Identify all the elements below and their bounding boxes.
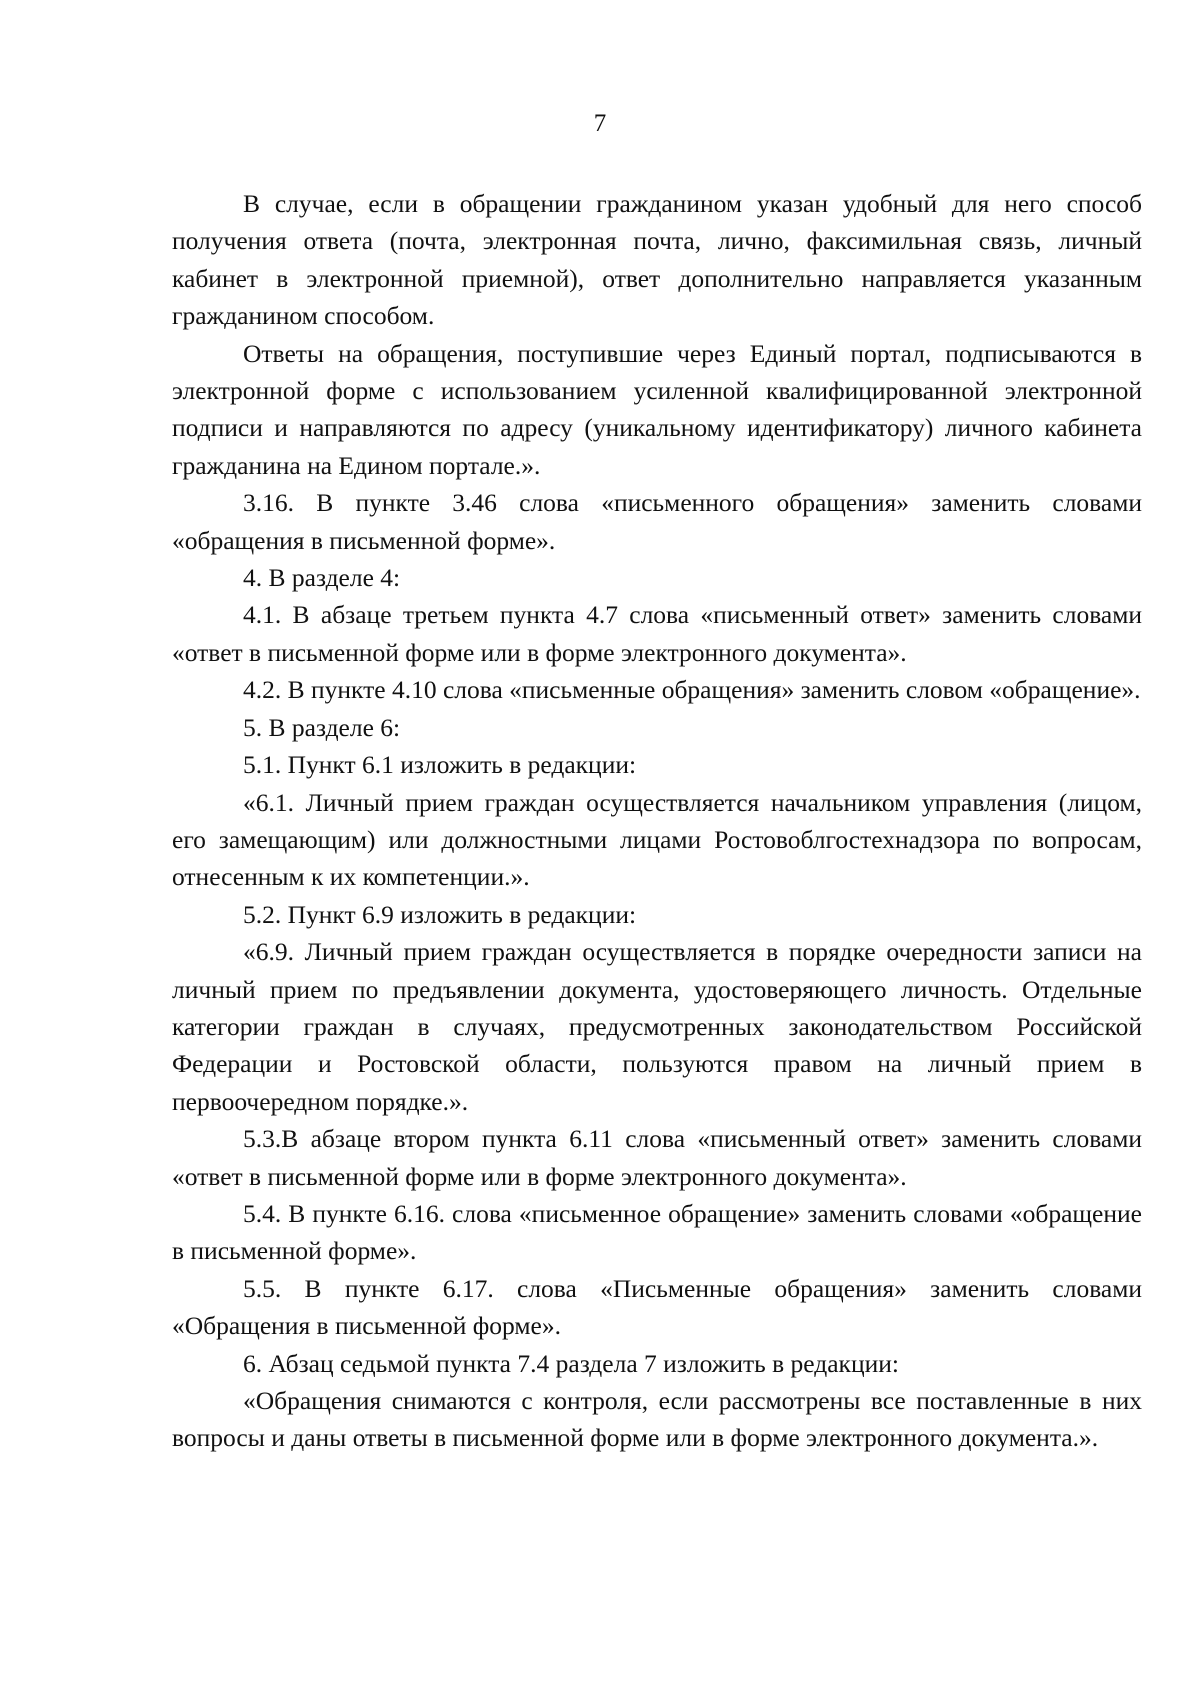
paragraph-5-2: 5.2. Пункт 6.9 изложить в редакции:	[243, 899, 637, 929]
paragraph-section-7: 6. Абзац седьмой пункта 7.4 раздела 7 изложить в редакции:	[243, 1348, 899, 1378]
paragraph-5-1: 5.1. Пункт 6.1 изложить в редакции:	[243, 750, 637, 780]
paragraph-unified-portal: Ответы на обращения, поступившие через Единый портал, подписываются в электронной форме с использованием усиленной квалифицированной электронной подписи и направляются по адресу (уникальному идентификатору) личного кабинета гражданина на Едином портале.».	[172, 338, 1142, 480]
paragraph-5-5: 5.5. В пункте 6.17. слова «Письменные обращения» заменить словами «Обращения в письменной форме».	[172, 1273, 1142, 1341]
paragraph-section-6: 5. В разделе 6:	[243, 712, 401, 742]
paragraph-4-2: 4.2. В пункте 4.10 слова «письменные обращения» заменить словом «обращение».	[243, 675, 1141, 705]
paragraph-7-4-text: «Обращения снимаются с контроля, если рассмотрены все поставленные в них вопросы и даны ответы в письменной форме или в форме электронного документа.».	[172, 1386, 1142, 1453]
paragraph-section-4: 4. В разделе 4:	[243, 563, 401, 593]
page-number: 7	[593, 110, 607, 137]
paragraph-5-4: 5.4. В пункте 6.16. слова «письменное обращение» заменить словами «обращение в письменной форме».	[172, 1198, 1142, 1266]
paragraph-3-16: 3.16. В пункте 3.46 слова «письменного обращения» заменить словами «обращения в письменной форме».	[172, 488, 1142, 555]
paragraph-6-1-text: «6.1. Личный прием граждан осуществляется начальником управления (лицом, его замещающим) или должностными лицами Ростовоблгостехнадзора по вопросам, отнесенным к их компетенции.».	[172, 787, 1142, 892]
document-body	[172, 185, 1142, 1457]
paragraph-response-method: В случае, если в обращении гражданином указан удобный для него способ получения ответа (почта, электронная почта, лично, факсимильная связь, личный кабинет в электронной приемной), ответ дополнительно направляется указанным гражданином способом.	[172, 189, 1142, 331]
paragraph-4-1: 4.1. В абзаце третьем пункта 4.7 слова «письменный ответ» заменить словами «ответ в письменной форме или в форме электронного документа».	[172, 600, 1142, 667]
paragraph-5-3: 5.3.В абзаце втором пункта 6.11 слова «письменный ответ» заменить словами «ответ в письменной форме или в форме электронного документа».	[172, 1124, 1142, 1191]
paragraph-6-9-text: «6.9. Личный прием граждан осуществляется в порядке очередности записи на личный прием по предъявлении документа, удостоверяющего личность. Отдельные категории граждан в случаях, предусмотренных законодательством Российской Федерации и Ростовской области, пользуются правом на личный прием в первоочередном порядке.».	[172, 937, 1142, 1116]
